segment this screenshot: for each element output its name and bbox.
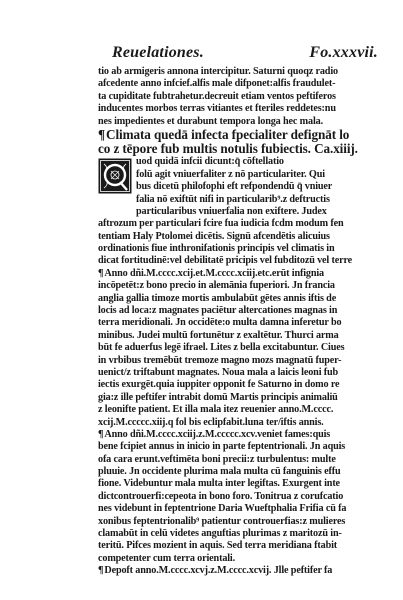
paragraph-continuation	[98, 66, 382, 128]
text-line: ofa cara erunt.veftimēta boni precii:z turbulentus: multe	[98, 453, 336, 465]
text-line: tentiam Haly Ptolomei dicētis. Signū afcendētis alicuius	[98, 230, 330, 242]
text-line: dictcontrouerfi:cepeota in bono foro. Tonitrua z corufcatio	[98, 490, 344, 502]
pilcrow-icon: ¶	[98, 127, 106, 142]
pilcrow-icon: ¶	[98, 428, 104, 440]
text-line: incōpetēt:z bono precio in alemānia fuperiori. Jn francia	[98, 280, 335, 292]
text-line: ordinationis fiue inthronifationis principis vel climatis in	[98, 243, 335, 255]
text-line: terra meridionali. Jn occidēte:o multa damna inferetur bo	[98, 317, 342, 329]
dropcap-paragraph	[98, 156, 382, 206]
heading-line: co z tēpore fub multis notulis fubiectis. Ca.xiiij.	[98, 142, 358, 157]
text-line: z leonifte patient. Et illa mala itez reuenier anno.M.cccc.	[98, 404, 334, 416]
dropcap-ornament-icon	[98, 158, 132, 194]
text-line: xonibus feptentrionalib⁹ patientur controuerfias:z mulieres	[98, 515, 346, 527]
chapter-heading	[98, 128, 382, 156]
text-line: afcedente anno infcief.alfis male difponet:alfis fraudulet-	[98, 78, 336, 90]
text-line: particularibus vniuerfalia non exiftere. Judex	[136, 205, 327, 217]
running-title: Reuelationes.	[112, 44, 204, 61]
text-line	[98, 429, 382, 441]
text-line: gia:z ille peftifer intrabit domū Martis principis animaliū	[98, 391, 338, 403]
pilcrow-icon: ¶	[98, 267, 104, 279]
text-line	[98, 565, 382, 577]
text-line: aftrozum per particulari fcire fua iudicia fcdm modum fen	[98, 218, 344, 230]
text-line: fione. Videbuntur mala multa inter legiftas. Exurgent inte	[98, 478, 340, 490]
text-line: iectis exurgēt.quia iuppiter opponit fe Saturno in domo re	[98, 379, 340, 391]
text-line: būt fe aduerfus legē ifrael. Lites z bella excitabuntur. Ciues	[98, 342, 345, 354]
folio-number: Fo.xxxvii.	[309, 44, 378, 61]
text-line	[98, 268, 382, 280]
text-line: xcij.M.ccccc.xiij.q fol bis eclipfabit.luna ter/iftis annis.	[98, 416, 324, 428]
text-line: clamabūt in celū videtes anguftias plurimas z maritozū in-	[98, 528, 342, 540]
text-line: dicat fortitudinē:vel debilitatē pricipis vel fubditozū vel terre	[98, 255, 353, 267]
text-line: ta cupiditate fubtrahetur.decreuit etiam ventos peftiferos	[98, 90, 336, 102]
text-line: folū agit vniuerfaliter z nō particulariter. Qui	[136, 168, 325, 180]
paragraph-body	[98, 206, 382, 578]
pilcrow-icon: ¶	[98, 565, 104, 577]
text-line: competenter cum terra orientali.	[98, 552, 236, 564]
text-line: falia nō exiftūt nifi in particularib⁹.z deftructis	[136, 193, 330, 205]
text-line: locis ad loca:z magnates paciētur altercationes magnas in	[98, 305, 338, 317]
text-line: bene fcipiet annus in inicio in parte feptentrionali. Jn aquis	[98, 441, 346, 453]
heading-text: Climata quedā infecta fpecialiter defignāt lo	[106, 127, 350, 142]
text-line: anglia gallia timoze mortis ambulabūt gētes annis iftis de	[98, 292, 337, 304]
text-line: nes videbunt in feptentrione Daria Wueftphalia Frifia cū fa	[98, 503, 347, 515]
heading-line	[98, 128, 382, 142]
text-span: Anno dñi.M.cccc.xciij.z.M.ccccc.xcv.veniet fames:quis	[104, 428, 331, 440]
text-line: nes impedientes et durabunt tempora longa hec mala.	[98, 115, 323, 127]
text-line: bus dicetū philofophi eft refpondendū q̄ vniuer	[136, 181, 333, 193]
text-line: in vrbibus tremēbūt tremoze magno mozs magnatū fuper-	[98, 354, 342, 366]
text-column	[98, 66, 382, 578]
dropcap	[98, 158, 132, 194]
text-line: minibus. Judei multū fortunētur z exaltētur. Thurci arma	[98, 329, 339, 341]
text-span: Depoft anno.M.cccc.xcvj.z.M.cccc.xcvij. Jlle peftifer fa	[104, 565, 333, 577]
text-line: uenict/z triftabunt magnates. Noua mala a laicis leoni fub	[98, 366, 339, 378]
text-line: teritū. Pifces mozient in aquis. Sed terra meridiana ftabit	[98, 540, 338, 552]
text-line: uod quidā infcii dicunt:q̄ cōftellatio	[136, 156, 284, 168]
text-line: inducentes morbos terras vitiantes et fteriles reddetes:nu	[98, 103, 336, 115]
text-line: pluuie. Jn occidente plurima mala multa cū fanguinis effu	[98, 466, 341, 478]
page-header	[112, 44, 378, 66]
text-span: Anno dñi.M.cccc.xcij.et.M.cccc.xciij.etc.erūt infignia	[104, 267, 324, 279]
text-line: tio ab armigeris annona intercipitur. Saturni quoqz radio	[98, 66, 338, 77]
